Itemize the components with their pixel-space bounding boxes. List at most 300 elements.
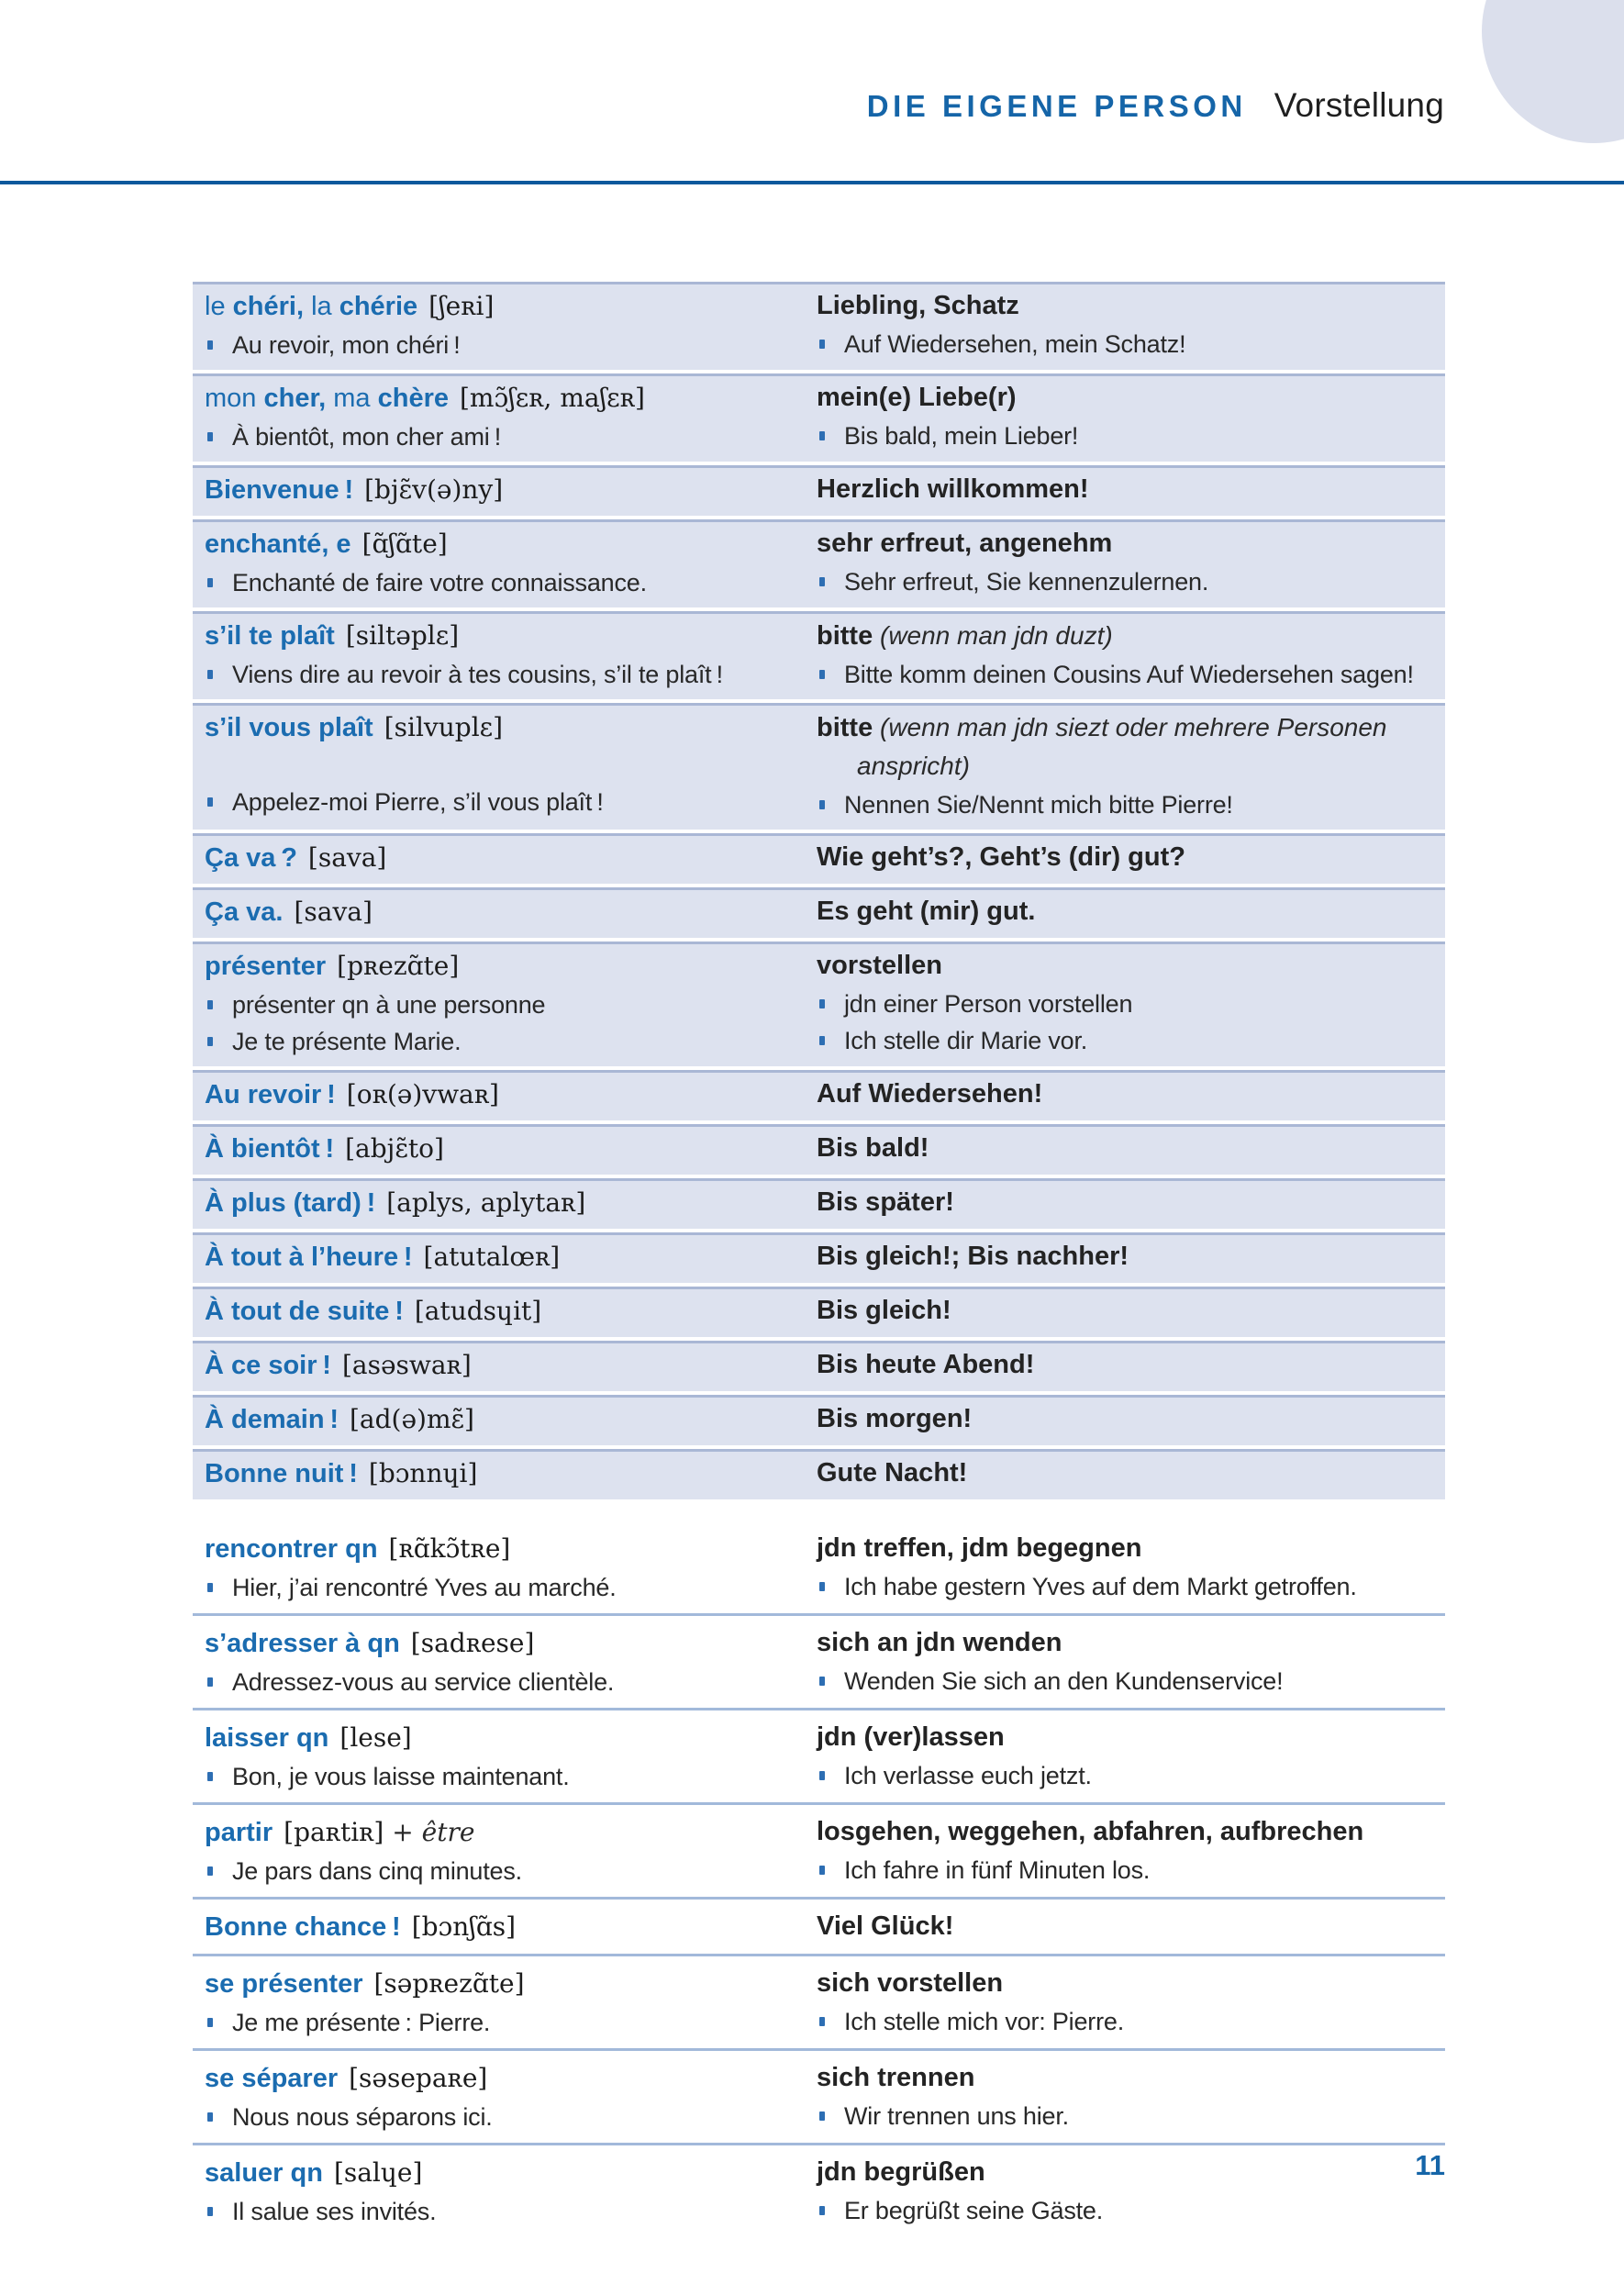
german-examples bbox=[817, 563, 1441, 600]
german-headword-line bbox=[817, 1238, 1441, 1276]
german-cell bbox=[817, 1530, 1445, 1606]
table-row bbox=[193, 2145, 1445, 2237]
french-cell bbox=[193, 287, 817, 363]
table-row bbox=[193, 1232, 1445, 1283]
example-line bbox=[205, 2099, 784, 2135]
french-examples bbox=[205, 656, 784, 693]
example-line bbox=[205, 784, 784, 820]
example-text: Appelez-moi Pierre, s’il vous plaît ! bbox=[232, 788, 604, 816]
german-cell bbox=[817, 708, 1445, 823]
example-line bbox=[205, 1023, 784, 1060]
example-line bbox=[817, 986, 1441, 1022]
example-text: Wenden Sie sich an den Kundenservice! bbox=[844, 1667, 1284, 1695]
french-headword-line bbox=[205, 1346, 784, 1385]
table-row bbox=[193, 465, 1445, 516]
french-headword-line bbox=[205, 1965, 784, 2003]
example-text: Wir trennen uns hier. bbox=[844, 2102, 1069, 2130]
bullet-icon bbox=[207, 670, 213, 679]
phonetic-transcription: [atutalœʀ] bbox=[423, 1242, 561, 1272]
example-line bbox=[817, 563, 1441, 600]
headword-segment: rencontrer qn bbox=[205, 1534, 378, 1564]
german-cell bbox=[817, 947, 1445, 1060]
bullet-icon bbox=[207, 2018, 213, 2027]
french-examples bbox=[205, 986, 784, 1060]
german-translation: sich vorstellen bbox=[817, 1968, 1004, 1998]
french-headword bbox=[205, 1134, 334, 1164]
german-usage-note: (wenn man jdn siezt oder mehrere Personen anspricht) bbox=[857, 713, 1387, 780]
german-examples bbox=[817, 656, 1441, 693]
example-line bbox=[205, 1853, 784, 1889]
table-row bbox=[193, 1178, 1445, 1229]
verb-aux-note: + être bbox=[384, 1817, 475, 1847]
french-headword bbox=[205, 1723, 328, 1753]
german-cell bbox=[817, 379, 1445, 455]
example-text: présenter qn à une personne bbox=[232, 991, 546, 1019]
french-cell bbox=[193, 1624, 817, 1700]
french-headword-line bbox=[205, 1813, 784, 1852]
example-text: Ich stelle dir Marie vor. bbox=[844, 1027, 1088, 1054]
bullet-icon bbox=[819, 1677, 825, 1686]
example-text: Nennen Sie/Nennt mich bitte Pierre! bbox=[844, 791, 1233, 819]
german-cell bbox=[817, 1454, 1445, 1493]
headword-segment: chéri, bbox=[232, 292, 305, 321]
french-headword bbox=[205, 475, 353, 505]
french-cell bbox=[193, 471, 817, 509]
bullet-icon bbox=[819, 1866, 825, 1875]
headword-segment: présenter bbox=[205, 952, 327, 981]
french-headword-line bbox=[205, 839, 784, 877]
german-headword-line bbox=[817, 1454, 1441, 1492]
headword-segment: À ce soir ! bbox=[205, 1351, 331, 1380]
bullet-icon bbox=[819, 431, 825, 440]
german-translation: Wie geht’s?, Geht’s (dir) gut? bbox=[817, 842, 1185, 872]
page-header bbox=[0, 86, 1444, 125]
german-cell bbox=[817, 1908, 1445, 1946]
german-headword-line bbox=[817, 1346, 1441, 1384]
header-divider-rule bbox=[0, 181, 1624, 184]
german-cell bbox=[817, 525, 1445, 601]
table-row bbox=[193, 833, 1445, 884]
french-cell bbox=[193, 617, 817, 693]
german-translation: sehr erfreut, angenehm bbox=[817, 529, 1113, 558]
french-cell bbox=[193, 1454, 817, 1493]
german-cell bbox=[817, 1624, 1445, 1700]
example-text: Auf Wiedersehen, mein Schatz! bbox=[844, 330, 1186, 358]
example-text: Hier, j’ai rencontré Yves au marché. bbox=[232, 1574, 617, 1601]
german-headword-line bbox=[817, 2059, 1441, 2097]
french-cell bbox=[193, 1400, 817, 1439]
french-cell bbox=[193, 947, 817, 1060]
bullet-icon bbox=[819, 670, 825, 679]
german-cell bbox=[817, 893, 1445, 931]
table-row bbox=[193, 1956, 1445, 2051]
german-translation: Gute Nacht! bbox=[817, 1458, 968, 1487]
french-headword bbox=[205, 621, 335, 651]
french-headword-line bbox=[205, 287, 784, 326]
example-text: Ich stelle mich vor: Pierre. bbox=[844, 2008, 1124, 2035]
bullet-icon bbox=[819, 577, 825, 586]
french-headword bbox=[205, 1459, 358, 1488]
french-examples bbox=[205, 1853, 784, 1889]
headword-segment: Bonne chance ! bbox=[205, 1912, 401, 1942]
bullet-icon bbox=[819, 340, 825, 349]
german-translation: Bis heute Abend! bbox=[817, 1350, 1035, 1379]
french-cell bbox=[193, 1346, 817, 1385]
example-text: jdn einer Person vorstellen bbox=[844, 990, 1133, 1018]
phonetic-transcription: [bjɛ̃v(ə)ny] bbox=[364, 474, 504, 505]
phonetic-transcription: [siltəplɛ] bbox=[345, 620, 460, 651]
example-text: Il salue ses invités. bbox=[232, 2198, 437, 2225]
french-cell bbox=[193, 1719, 817, 1795]
bullet-icon bbox=[819, 2206, 825, 2215]
french-cell bbox=[193, 1908, 817, 1946]
bullet-icon bbox=[207, 340, 213, 350]
french-headword bbox=[205, 1080, 336, 1109]
french-headword-line bbox=[205, 617, 784, 655]
example-line bbox=[817, 1022, 1441, 1059]
german-headword-line bbox=[817, 1530, 1441, 1567]
phonetic-transcription: [səsepaʀe] bbox=[349, 2063, 488, 2093]
german-examples bbox=[817, 2098, 1441, 2134]
phonetic-transcription: [lese] bbox=[339, 1722, 412, 1753]
german-headword-line bbox=[817, 1908, 1441, 1945]
table-row bbox=[193, 611, 1445, 699]
french-headword-line bbox=[205, 1075, 784, 1114]
example-text: À bientôt, mon cher ami ! bbox=[232, 423, 502, 451]
phonetic-transcription: [ʀɑ̃kɔ̃tʀe] bbox=[388, 1533, 511, 1564]
bullet-icon bbox=[819, 999, 825, 1008]
example-text: Sehr erfreut, Sie kennenzulernen. bbox=[844, 568, 1209, 596]
bullet-icon bbox=[207, 432, 213, 441]
example-line bbox=[817, 1663, 1441, 1699]
table-row bbox=[193, 1616, 1445, 1710]
german-translation: Bis gleich!; Bis nachher! bbox=[817, 1242, 1129, 1271]
german-translation: jdn (ver)lassen bbox=[817, 1722, 1005, 1752]
bullet-icon bbox=[207, 1037, 213, 1046]
german-translation: Bis morgen! bbox=[817, 1404, 973, 1433]
table-row bbox=[193, 1449, 1445, 1499]
german-cell bbox=[817, 1400, 1445, 1439]
phonetic-transcription: [sadʀese] bbox=[410, 1628, 535, 1658]
french-cell bbox=[193, 2154, 817, 2230]
german-headword-line bbox=[817, 617, 1441, 655]
bullet-icon bbox=[207, 1772, 213, 1781]
phonetic-transcription: [oʀ(ə)vwaʀ] bbox=[346, 1079, 499, 1109]
german-translation: Bis später! bbox=[817, 1187, 954, 1217]
table-row bbox=[193, 942, 1445, 1066]
example-line bbox=[817, 1568, 1441, 1605]
german-translation: losgehen, weggehen, abfahren, aufbrechen bbox=[817, 1817, 1364, 1846]
german-translation: jdn treffen, jdm begegnen bbox=[817, 1533, 1142, 1563]
german-translation: sich trennen bbox=[817, 2063, 975, 2092]
german-examples bbox=[817, 1568, 1441, 1605]
example-line bbox=[817, 326, 1441, 362]
german-translation: Liebling, Schatz bbox=[817, 291, 1019, 320]
french-headword bbox=[205, 843, 297, 873]
french-headword bbox=[205, 384, 449, 413]
german-cell bbox=[817, 1238, 1445, 1276]
bullet-icon bbox=[207, 578, 213, 587]
german-cell bbox=[817, 1719, 1445, 1795]
headword-segment: enchanté, e bbox=[205, 529, 351, 559]
german-headword-line bbox=[817, 1292, 1441, 1330]
french-headword bbox=[205, 1818, 273, 1847]
french-headword bbox=[205, 1188, 375, 1218]
french-headword bbox=[205, 897, 283, 927]
french-headword bbox=[205, 1297, 404, 1326]
german-cell bbox=[817, 1130, 1445, 1168]
table-row bbox=[193, 519, 1445, 607]
phonetic-transcription: [bɔnnɥi] bbox=[368, 1458, 478, 1488]
example-line bbox=[817, 786, 1441, 823]
headword-segment: s’adresser à qn bbox=[205, 1629, 400, 1658]
german-cell bbox=[817, 1184, 1445, 1222]
french-headword-line bbox=[205, 1454, 784, 1493]
example-line bbox=[205, 418, 784, 455]
french-headword bbox=[205, 292, 417, 321]
german-headword-line bbox=[817, 379, 1441, 417]
german-headword-line bbox=[817, 1184, 1441, 1221]
headword-segment: partir bbox=[205, 1818, 273, 1847]
headword-segment: Bienvenue ! bbox=[205, 475, 354, 505]
german-examples bbox=[817, 986, 1441, 1059]
example-line bbox=[205, 1758, 784, 1795]
french-headword bbox=[205, 1912, 401, 1942]
german-cell bbox=[817, 839, 1445, 877]
german-headword-line bbox=[817, 525, 1441, 563]
headword-segment: À tout de suite ! bbox=[205, 1297, 404, 1326]
french-headword bbox=[205, 1629, 400, 1658]
french-cell bbox=[193, 893, 817, 931]
french-headword-line bbox=[205, 1238, 784, 1276]
french-headword bbox=[205, 1351, 331, 1380]
table-row bbox=[193, 1124, 1445, 1175]
phonetic-transcription: [aplys, aplytaʀ] bbox=[386, 1187, 586, 1218]
french-headword-line bbox=[205, 708, 784, 747]
bullet-icon bbox=[207, 2207, 213, 2216]
german-examples bbox=[817, 2192, 1441, 2229]
french-examples bbox=[205, 564, 784, 601]
french-cell bbox=[193, 1965, 817, 2041]
german-cell bbox=[817, 617, 1445, 693]
french-examples bbox=[205, 327, 784, 363]
german-cell bbox=[817, 471, 1445, 509]
table-row bbox=[193, 703, 1445, 830]
bullet-icon bbox=[207, 2112, 213, 2122]
french-headword-line bbox=[205, 1130, 784, 1168]
french-headword bbox=[205, 529, 351, 559]
french-headword-line bbox=[205, 379, 784, 418]
french-headword-line bbox=[205, 1624, 784, 1663]
bullet-icon bbox=[207, 1677, 213, 1687]
headword-segment: mon bbox=[205, 384, 264, 413]
headword-segment: s’il te plaît bbox=[205, 621, 335, 651]
phonetic-transcription: [asəswaʀ] bbox=[341, 1350, 472, 1380]
french-headword-line bbox=[205, 893, 784, 931]
example-line bbox=[205, 327, 784, 363]
german-headword-line bbox=[817, 893, 1441, 930]
headword-segment: ma bbox=[326, 384, 378, 413]
french-examples bbox=[205, 784, 784, 820]
french-headword-line bbox=[205, 1530, 784, 1568]
german-cell bbox=[817, 1813, 1445, 1889]
headword-segment: laisser qn bbox=[205, 1723, 329, 1753]
french-headword-line bbox=[205, 471, 784, 509]
example-line bbox=[817, 656, 1441, 693]
german-translation: Viel Glück! bbox=[817, 1911, 954, 1941]
german-translation: jdn begrüßen bbox=[817, 2157, 985, 2187]
table-row bbox=[193, 1710, 1445, 1805]
german-cell bbox=[817, 1292, 1445, 1331]
table-row bbox=[193, 373, 1445, 462]
example-line bbox=[817, 2192, 1441, 2229]
bullet-icon bbox=[819, 1582, 825, 1591]
table-row bbox=[193, 1521, 1445, 1616]
french-cell bbox=[193, 1130, 817, 1168]
french-cell bbox=[193, 1530, 817, 1606]
german-translation: vorstellen bbox=[817, 951, 942, 980]
headword-segment: la bbox=[304, 292, 339, 321]
example-text: Bitte komm deinen Cousins Auf Wiedersehen sagen! bbox=[844, 661, 1414, 688]
german-examples bbox=[817, 418, 1441, 454]
example-text: Ich habe gestern Yves auf dem Markt getroffen. bbox=[844, 1573, 1357, 1600]
french-headword bbox=[205, 1405, 339, 1434]
phonetic-transcription: [ad(ə)mɛ̃] bbox=[350, 1404, 474, 1434]
headword-segment: Bonne nuit ! bbox=[205, 1459, 358, 1488]
phonetic-transcription: [ɑ̃ʃɑ̃te] bbox=[362, 529, 448, 559]
phonetic-transcription: [sava] bbox=[294, 897, 373, 927]
french-examples bbox=[205, 2193, 784, 2230]
example-line bbox=[205, 2193, 784, 2230]
french-headword-line bbox=[205, 1908, 784, 1946]
french-headword-line bbox=[205, 2154, 784, 2192]
french-cell bbox=[193, 1292, 817, 1331]
german-usage-note: (wenn man jdn duzt) bbox=[873, 621, 1113, 650]
french-examples bbox=[205, 1758, 784, 1795]
table-row bbox=[193, 1805, 1445, 1900]
headword-segment: cher, bbox=[263, 384, 327, 413]
french-headword bbox=[205, 952, 326, 981]
phonetic-transcription: [atudsɥit] bbox=[414, 1296, 542, 1326]
example-text: Bis bald, mein Lieber! bbox=[844, 422, 1079, 450]
french-headword bbox=[205, 1534, 378, 1564]
chapter-title: DIE EIGENE PERSON bbox=[866, 89, 1247, 123]
table-row bbox=[193, 1900, 1445, 1956]
german-headword-line bbox=[817, 287, 1441, 325]
example-line bbox=[817, 1852, 1441, 1889]
german-cell bbox=[817, 1965, 1445, 2041]
headword-segment: s’il vous plaît bbox=[205, 713, 373, 742]
example-line bbox=[205, 2004, 784, 2041]
french-cell bbox=[193, 379, 817, 455]
german-examples bbox=[817, 1663, 1441, 1699]
bullet-icon bbox=[207, 1000, 213, 1009]
german-cell bbox=[817, 1075, 1445, 1114]
german-headword-line bbox=[817, 1400, 1441, 1438]
example-text: Je me présente : Pierre. bbox=[232, 2009, 491, 2036]
german-translation: bitte bbox=[817, 713, 873, 742]
german-examples bbox=[817, 2003, 1441, 2040]
example-text: Nous nous séparons ici. bbox=[232, 2103, 493, 2131]
headword-segment: le bbox=[205, 292, 233, 321]
french-headword bbox=[205, 2064, 338, 2093]
phonetic-transcription: [mɔ̃ʃɛʀ, maʃɛʀ] bbox=[460, 383, 645, 413]
example-line bbox=[817, 418, 1441, 454]
french-headword-line bbox=[205, 1719, 784, 1757]
headword-segment: chérie bbox=[339, 292, 418, 321]
german-headword-line bbox=[817, 839, 1441, 876]
example-line bbox=[205, 564, 784, 601]
french-cell bbox=[193, 839, 817, 877]
phonetic-transcription: [abjɛ̃to] bbox=[345, 1133, 444, 1164]
bullet-icon bbox=[207, 797, 213, 807]
example-line bbox=[205, 656, 784, 693]
german-translation: sich an jdn wenden bbox=[817, 1628, 1062, 1657]
example-line bbox=[205, 1569, 784, 1606]
table-row bbox=[193, 1287, 1445, 1337]
example-text: Adressez-vous au service clientèle. bbox=[232, 1668, 615, 1696]
headword-segment: saluer qn bbox=[205, 2158, 323, 2188]
french-headword-line bbox=[205, 1292, 784, 1331]
decorative-corner-circle bbox=[1482, 0, 1624, 143]
headword-segment: Au revoir ! bbox=[205, 1080, 336, 1109]
german-headword-line bbox=[817, 1965, 1441, 2002]
phonetic-transcription: [pʀezɑ̃te] bbox=[337, 951, 460, 981]
french-examples bbox=[205, 1569, 784, 1606]
phonetic-transcription: [silvuplɛ] bbox=[384, 712, 504, 742]
table-row bbox=[193, 1070, 1445, 1120]
phonetic-transcription: [salɥe] bbox=[333, 2157, 423, 2188]
example-text: Au revoir, mon chéri ! bbox=[232, 331, 461, 359]
french-headword-line bbox=[205, 947, 784, 986]
bullet-icon bbox=[207, 1583, 213, 1592]
headword-segment: Ça va ? bbox=[205, 843, 297, 873]
french-headword-line bbox=[205, 1184, 784, 1222]
headword-segment: À demain ! bbox=[205, 1405, 339, 1434]
example-line bbox=[817, 1757, 1441, 1794]
phonetic-transcription: [sava] bbox=[307, 842, 387, 873]
page-number: 11 bbox=[1415, 2149, 1445, 2181]
french-cell bbox=[193, 1075, 817, 1114]
french-headword bbox=[205, 1969, 363, 1999]
bullet-icon bbox=[819, 1036, 825, 1045]
german-translation: Bis gleich! bbox=[817, 1296, 951, 1325]
german-translation: Bis bald! bbox=[817, 1133, 929, 1163]
example-text: Enchanté de faire votre connaissance. bbox=[232, 569, 647, 596]
vocab-table bbox=[193, 282, 1445, 2237]
german-headword-line bbox=[817, 471, 1441, 508]
example-text: Je te présente Marie. bbox=[232, 1028, 462, 1055]
french-examples bbox=[205, 2004, 784, 2041]
phonetic-transcription: [bɔnʃɑ̃s] bbox=[411, 1911, 517, 1942]
table-row bbox=[193, 887, 1445, 938]
french-cell bbox=[193, 525, 817, 601]
german-translation: Herzlich willkommen! bbox=[817, 474, 1089, 504]
german-translation: Auf Wiedersehen! bbox=[817, 1079, 1043, 1109]
table-row bbox=[193, 1395, 1445, 1445]
headword-segment: À plus (tard) ! bbox=[205, 1188, 376, 1218]
phonetic-transcription: [ʃeʀi] bbox=[428, 291, 495, 321]
headword-segment: se séparer bbox=[205, 2064, 339, 2093]
bullet-icon bbox=[819, 2017, 825, 2026]
french-headword bbox=[205, 713, 373, 742]
french-cell bbox=[193, 1238, 817, 1276]
german-examples bbox=[817, 1757, 1441, 1794]
headword-segment: Ça va. bbox=[205, 897, 284, 927]
table-row bbox=[193, 1341, 1445, 1391]
example-text: Je pars dans cinq minutes. bbox=[232, 1857, 522, 1885]
german-headword-line bbox=[817, 1719, 1441, 1756]
